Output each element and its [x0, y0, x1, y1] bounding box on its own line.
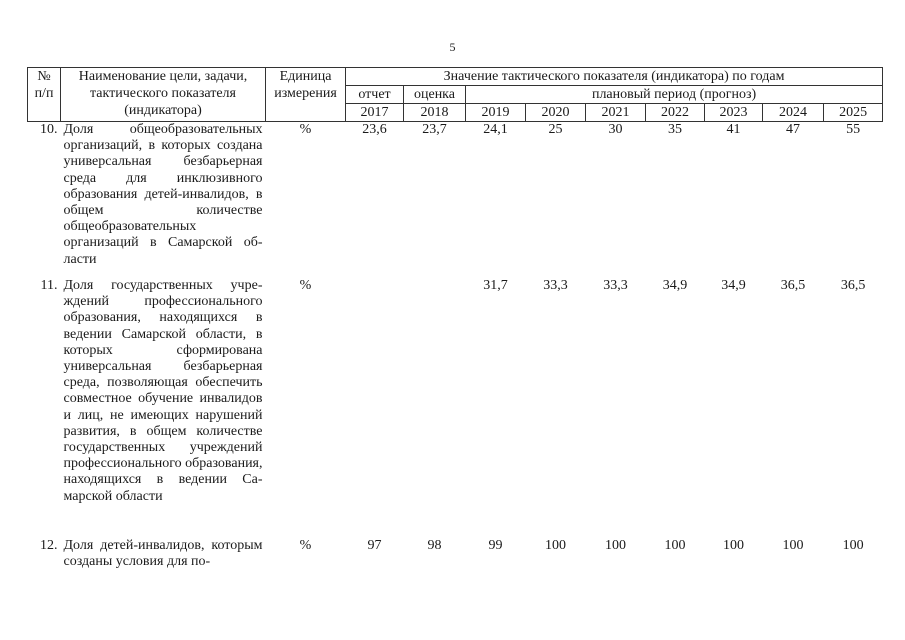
value-cell: 100: [664, 538, 686, 553]
value-cell: 30: [608, 122, 623, 137]
value-cell: 35: [668, 122, 682, 137]
value-cell: 23,7: [422, 122, 447, 137]
value-cell: 25: [548, 122, 563, 137]
value-cell: 31,7: [483, 278, 508, 293]
value-cell: 99: [488, 538, 503, 553]
indicator-name: Доля детей-инвалидов, которым созданы условия для по-: [63, 538, 263, 570]
header-estimate: оценка: [404, 86, 466, 104]
value-cell: 100: [723, 538, 744, 553]
value-cell: 100: [605, 538, 626, 553]
value-cell: 33,3: [603, 278, 628, 293]
value-cell: 100: [842, 538, 864, 553]
header-year: 2019: [466, 104, 526, 122]
unit-cell: %: [299, 122, 312, 137]
header-unit: Единица измерения: [266, 68, 346, 122]
row-number: 12.: [40, 538, 58, 553]
value-cell: 23,6: [362, 122, 387, 137]
indicator-name: Доля государственных учреждений профессионального образования, находящихся в ведении Самарской области, в которых сформирована универсальная безбарьерная среда, позволяющая обеспечить совместное обучение инвалидов и лиц, не имеющих нарушений развития, в общем количестве государственных учреждений профессионального образования, находящихся в ведении Самарской области: [63, 278, 263, 504]
value-cell: 34,9: [721, 278, 746, 293]
table-row: [28, 122, 883, 279]
value-cell: 34,9: [662, 278, 688, 293]
value-cell: [346, 278, 404, 538]
table-row: [28, 538, 883, 582]
row-number: 10.: [40, 122, 58, 137]
header-plan: плановый период (прогноз): [466, 86, 883, 104]
indicators-table: [27, 67, 883, 582]
value-cell: 24,1: [483, 122, 508, 137]
header-year: 2018: [404, 104, 466, 122]
row-number: 11.: [40, 278, 58, 293]
value-cell: 36,5: [840, 278, 866, 293]
header-year: 2024: [763, 104, 824, 122]
header-num: № п/п: [28, 68, 61, 122]
header-values-group: Значение тактического показателя (индикатора) по годам: [346, 68, 883, 86]
header-year: 2021: [586, 104, 646, 122]
value-cell: 98: [427, 538, 442, 553]
value-cell: 47: [786, 122, 800, 137]
value-cell: 97: [367, 538, 382, 553]
header-report: отчет: [346, 86, 404, 104]
unit-cell: %: [299, 278, 312, 293]
unit-cell: %: [299, 538, 312, 553]
header-year: 2020: [526, 104, 586, 122]
value-cell: 41: [726, 122, 741, 137]
page-number: 5: [449, 40, 456, 54]
value-cell: 100: [545, 538, 566, 553]
value-cell: 33,3: [543, 278, 568, 293]
header-year: 2025: [824, 104, 883, 122]
table-header: [28, 68, 883, 122]
value-cell: 36,5: [780, 278, 806, 293]
table-row: [28, 278, 883, 538]
value-cell: 100: [782, 538, 804, 553]
value-cell: [404, 278, 466, 538]
header-year: 2022: [646, 104, 705, 122]
value-cell: 55: [846, 122, 861, 137]
header-name: Наименование цели, задачи, тактического показателя (индикатора): [61, 68, 266, 122]
indicator-name: Доля общеобразовательных организаций, в которых создана универсальная безбарьерная среда для инклюзивного образования детей-инвалидов, в общем количестве общеобразовательных организаций в Самарской области: [63, 122, 263, 267]
header-year: 2023: [705, 104, 763, 122]
header-year: 2017: [346, 104, 404, 122]
